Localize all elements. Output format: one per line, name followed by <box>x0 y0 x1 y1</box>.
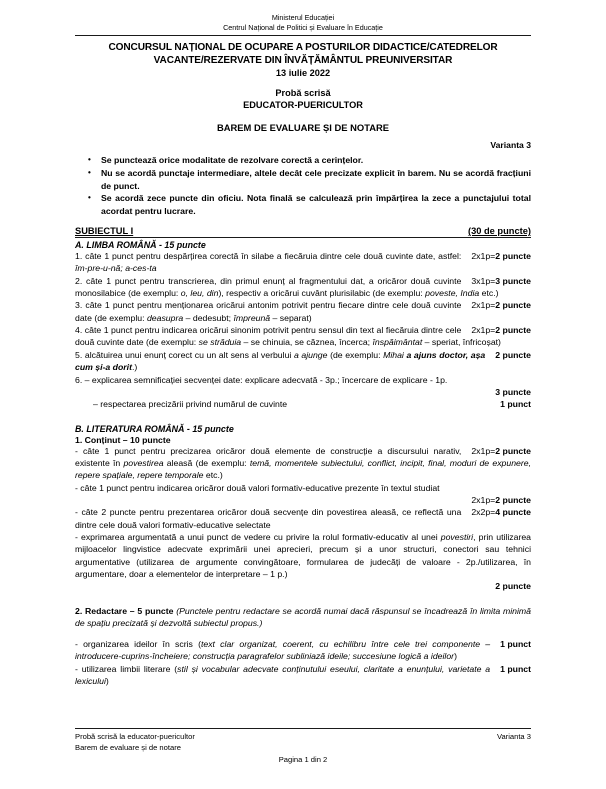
exam-type-block <box>75 87 531 112</box>
general-notes-list <box>75 154 531 217</box>
redactare-bullet-1: 1 punct - organizarea ideilor în scris (text clar organizat, coerent, cu echilibru între cele trei componente – introducere-cuprins-încheiere; construcția paragrafelor subliniază ideile; succesiune logică a ideilor) <box>75 639 531 662</box>
barem-item-3: 2x1p=2 puncte 3. câte 1 punct pentru menționarea oricărui antonim potrivit pentru fiecare dintre cele două cuvinte date (de exemplu: deasupra – dedesubt; împreună – separat) <box>75 300 531 323</box>
b-bullet-2-points: 2x1p=2 puncte <box>471 494 531 505</box>
item-4-points: 2x1p=2 puncte <box>471 325 531 336</box>
barem-item-6: 6. – explicarea semnificației secvenței date: explicare adecvată - 3p.; încercare de explicare - 1p. <box>75 374 448 385</box>
title-line-1: CONCURSUL NAȚIONAL DE OCUPARE A POSTURILOR DIDACTICE/CATEDRELOR <box>108 41 498 53</box>
subitem-points: 1 punct <box>500 399 531 410</box>
masthead-divider <box>75 35 531 36</box>
subject-divider <box>75 237 531 238</box>
variant-label: Varianta 3 <box>490 140 531 151</box>
barem-item-5: 2 puncte 5. alcătuirea unui enunț corect cu un alt sens al verbului a ajunge (de exemplu: Mihai a ajuns doctor, așa cum și-a dorit.) <box>75 349 531 373</box>
b-bullet-1-points: 2x1p=2 puncte <box>471 445 531 456</box>
redactare-bullet-2: 1 punct - utilizarea limbii literare (stil și vocabular adecvate conținutului eseului, claritate a enunțului, varietate a lexicului) <box>75 663 531 687</box>
section-b-bullet-2: - câte 1 punct pentru indicarea oricăror două valori formativ-educative prezente în textul studiat <box>75 482 440 493</box>
note-item: • Nu se acordă punctaje intermediare, altele decât cele precizate explicit în barem. Nu se acordă fracțiuni de punct. <box>75 167 531 192</box>
footer-top-row <box>75 731 531 742</box>
redactare-bullet-1-points: 1 punct <box>500 639 531 650</box>
section-a-heading: A. LIMBA ROMÂNĂ - 15 puncte <box>75 239 206 250</box>
item-3-points: 2x1p=2 puncte <box>471 300 531 311</box>
item-1-points: 2x1p=2 puncte <box>471 251 531 262</box>
section-b-bullet-1: 2x1p=2 puncte - câte 1 punct pentru precizarea oricăror două elemente de construcție a discursului narativ, existente în povestirea aleasă (de exemplu: temă, momentele subiectului, conflict, incipit, final, moduri de expunere, repere spațiale, repere temporale etc.) <box>75 445 531 481</box>
note-item: • Se acordă zece puncte din oficiu. Nota finală se calculează prin împărțirea la zece a punctajului total acordat pentru lucrare. <box>75 192 531 217</box>
item-6-points: 3 puncte <box>495 386 531 397</box>
subitem-label: – respectarea precizării privind numărul de cuvinte <box>93 399 288 410</box>
exam-title <box>75 41 531 68</box>
footer-page-number: Pagina 1 din 2 <box>278 755 328 764</box>
footer-exam-label: Probă scrisă la educator-puericultor <box>75 732 195 741</box>
document-content <box>75 13 531 687</box>
b-bullet-3-points: 2x2p=4 puncte <box>471 507 531 518</box>
exam-date: 13 iulie 2022 <box>275 67 331 78</box>
footer-variant: Varianta 3 <box>496 732 531 741</box>
section-b-bullet-4: - exprimarea argumentată a unui punct de vedere cu privire la rolul formativ-educativ al unei povestiri, prin utilizarea mijloacelor lingvistice adecvate exprimării unei aprecieri, precum și a unor structuri, conectori sau tehnici argumentative (utilizarea de argumente convingătoare, formularea de judecăți de valoare - 2p./utilizarea, în argumentare, doar a elementelor de interpretare – 1 p.) <box>75 531 531 579</box>
footer-divider <box>75 728 531 729</box>
note-item: • Se punctează orice modalitate de rezolvare corectă a cerințelor. <box>75 154 531 166</box>
item-5-points: 2 puncte <box>495 349 531 360</box>
title-line-2: VACANTE/REZERVATE DIN ÎNVĂȚĂMÂNTUL PREUNIVERSITAR <box>153 55 453 67</box>
barem-item-6-subitem <box>75 398 531 410</box>
center-line: Centrul Național de Politici și Evaluare în Educație <box>223 23 383 33</box>
masthead <box>75 13 531 34</box>
barem-title: BAREM DE EVALUARE ȘI DE NOTARE <box>216 122 390 134</box>
barem-item-4: 2x1p=2 puncte 4. câte 1 punct pentru indicarea oricărui sinonim potrivit pentru sensul din text al fiecăruia dintre cele două cuvinte date (de exemplu: se străduia – se chinuia, se căznea, încerca; înspăimântat – speriat, înfricoșat) <box>75 325 531 348</box>
barem-item-1: 2x1p=2 puncte 1. câte 1 punct pentru despărțirea corectă în silabe a fiecăruia dintre cele două cuvinte date, astfel: îm-pre-u-nă; a-ces-ta <box>75 251 531 274</box>
b-bullet-4-points: 2 puncte <box>495 581 531 592</box>
exam-specialty: EDUCATOR-PUERICULTOR <box>243 99 363 110</box>
subject-header <box>75 226 531 236</box>
footer-barem-label: Barem de evaluare și de notare <box>75 743 181 752</box>
barem-item-2: 3x1p=3 puncte 2. câte 1 punct pentru transcrierea, din primul enunț al fragmentului dat, a oricăror două cuvinte monosilabice (de exemplu: o, leu, din), respectiv a oricărui cuvânt plurisilabic (de exemplu: poveste, India etc.) <box>75 275 531 299</box>
ministry-line: Ministerul Educației <box>271 13 335 22</box>
redactare-bullet-2-points: 1 punct <box>500 663 531 674</box>
section-b-bullet-3: 2x2p=4 puncte - câte 2 puncte pentru prezentarea oricăror două secvențe din povestirea aleasă, ce reflectă una dintre cele două valori formativ-educative selectate <box>75 507 531 530</box>
subject-label: SUBIECTUL I <box>75 226 134 237</box>
redactare-heading: 2. Redactare – 5 puncte (Punctele pentru redactare se acordă numai dacă răspunsul se încadrează în limita minimă de spațiu precizată și dezvoltă subiectul propus.) <box>75 605 531 628</box>
subject-points: (30 de puncte) <box>467 226 531 237</box>
item-2-points: 3x1p=3 puncte <box>471 275 531 286</box>
section-b-heading: B. LITERATURA ROMÂNĂ - 15 puncte <box>75 423 234 434</box>
exam-type: Probă scrisă <box>275 87 331 98</box>
page-footer <box>75 728 531 765</box>
continut-heading: 1. Conținut – 10 puncte <box>75 434 171 445</box>
